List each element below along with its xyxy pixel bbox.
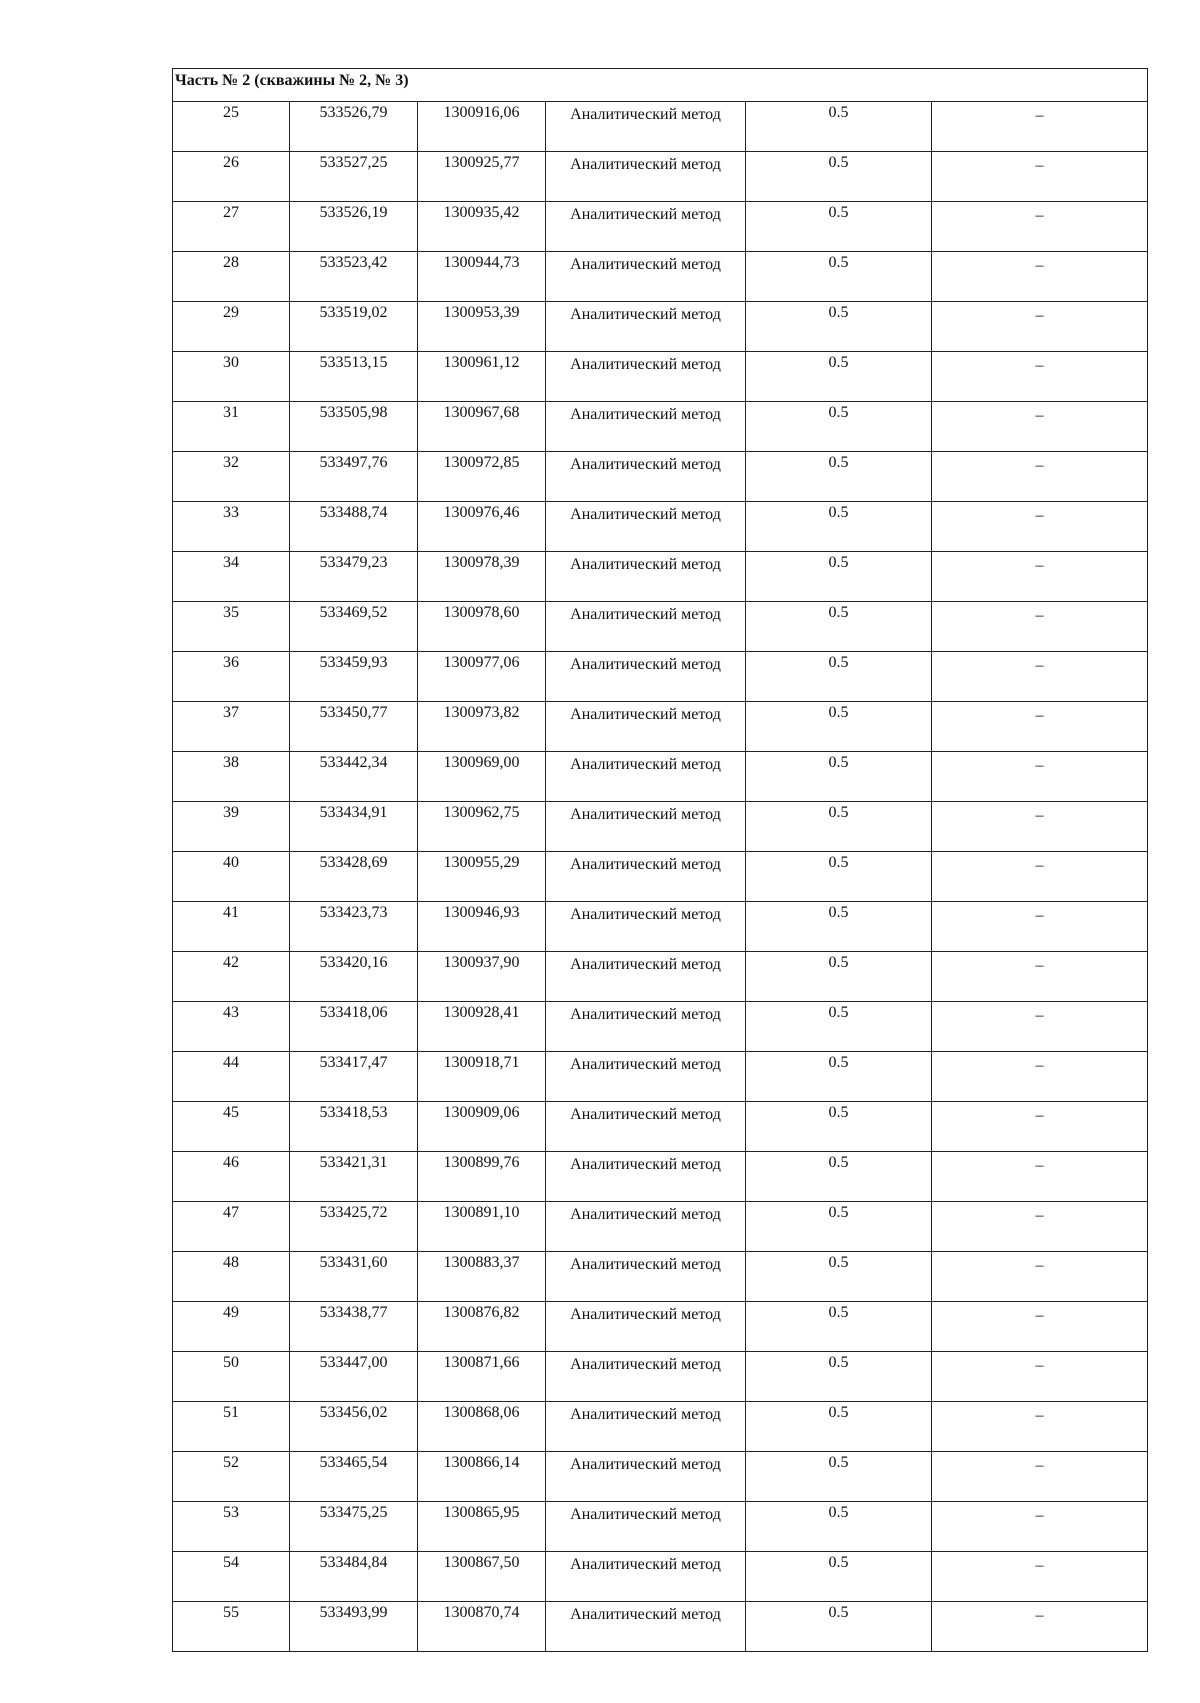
section-header-row — [173, 69, 1148, 102]
method-cell: Аналитический метод — [546, 1252, 746, 1302]
point-number-cell: 38 — [173, 752, 290, 802]
accuracy-cell: 0.5 — [746, 302, 932, 352]
point-number-cell: 40 — [173, 852, 290, 902]
table-row — [173, 1052, 1148, 1102]
point-number-cell: 30 — [173, 352, 290, 402]
coordinates-table-wrap — [172, 68, 1147, 1652]
note-cell: – — [932, 1052, 1148, 1102]
method-cell: Аналитический метод — [546, 652, 746, 702]
y-coordinate-cell: 1300937,90 — [418, 952, 546, 1002]
accuracy-cell: 0.5 — [746, 852, 932, 902]
y-coordinate-cell: 1300925,77 — [418, 152, 546, 202]
x-coordinate-cell: 533497,76 — [290, 452, 418, 502]
x-coordinate-cell: 533493,99 — [290, 1602, 418, 1652]
note-cell: – — [932, 802, 1148, 852]
x-coordinate-cell: 533519,02 — [290, 302, 418, 352]
y-coordinate-cell: 1300876,82 — [418, 1302, 546, 1352]
accuracy-cell: 0.5 — [746, 1302, 932, 1352]
table-row — [173, 752, 1148, 802]
accuracy-cell: 0.5 — [746, 1602, 932, 1652]
note-cell: – — [932, 552, 1148, 602]
point-number-cell: 42 — [173, 952, 290, 1002]
note-cell: – — [932, 902, 1148, 952]
y-coordinate-cell: 1300866,14 — [418, 1452, 546, 1502]
note-cell: – — [932, 952, 1148, 1002]
accuracy-cell: 0.5 — [746, 152, 932, 202]
accuracy-cell: 0.5 — [746, 702, 932, 752]
point-number-cell: 51 — [173, 1402, 290, 1452]
accuracy-cell: 0.5 — [746, 752, 932, 802]
accuracy-cell: 0.5 — [746, 902, 932, 952]
y-coordinate-cell: 1300978,60 — [418, 602, 546, 652]
x-coordinate-cell: 533523,42 — [290, 252, 418, 302]
note-cell: – — [932, 752, 1148, 802]
method-cell: Аналитический метод — [546, 1452, 746, 1502]
x-coordinate-cell: 533450,77 — [290, 702, 418, 752]
accuracy-cell: 0.5 — [746, 1102, 932, 1152]
y-coordinate-cell: 1300962,75 — [418, 802, 546, 852]
accuracy-cell: 0.5 — [746, 602, 932, 652]
point-number-cell: 41 — [173, 902, 290, 952]
accuracy-cell: 0.5 — [746, 202, 932, 252]
y-coordinate-cell: 1300972,85 — [418, 452, 546, 502]
table-row — [173, 352, 1148, 402]
x-coordinate-cell: 533447,00 — [290, 1352, 418, 1402]
accuracy-cell: 0.5 — [746, 1502, 932, 1552]
point-number-cell: 26 — [173, 152, 290, 202]
point-number-cell: 36 — [173, 652, 290, 702]
accuracy-cell: 0.5 — [746, 1152, 932, 1202]
table-row — [173, 852, 1148, 902]
y-coordinate-cell: 1300976,46 — [418, 502, 546, 552]
table-row — [173, 302, 1148, 352]
note-cell: – — [932, 402, 1148, 452]
method-cell: Аналитический метод — [546, 152, 746, 202]
table-row — [173, 1502, 1148, 1552]
method-cell: Аналитический метод — [546, 1002, 746, 1052]
y-coordinate-cell: 1300977,06 — [418, 652, 546, 702]
method-cell: Аналитический метод — [546, 1202, 746, 1252]
x-coordinate-cell: 533434,91 — [290, 802, 418, 852]
table-row — [173, 552, 1148, 602]
x-coordinate-cell: 533438,77 — [290, 1302, 418, 1352]
note-cell: – — [932, 1102, 1148, 1152]
x-coordinate-cell: 533425,72 — [290, 1202, 418, 1252]
point-number-cell: 54 — [173, 1552, 290, 1602]
y-coordinate-cell: 1300918,71 — [418, 1052, 546, 1102]
note-cell: – — [932, 1602, 1148, 1652]
accuracy-cell: 0.5 — [746, 1552, 932, 1602]
point-number-cell: 49 — [173, 1302, 290, 1352]
table-row — [173, 1152, 1148, 1202]
x-coordinate-cell: 533484,84 — [290, 1552, 418, 1602]
y-coordinate-cell: 1300865,95 — [418, 1502, 546, 1552]
table-row — [173, 1602, 1148, 1652]
point-number-cell: 45 — [173, 1102, 290, 1152]
y-coordinate-cell: 1300969,00 — [418, 752, 546, 802]
x-coordinate-cell: 533527,25 — [290, 152, 418, 202]
note-cell: – — [932, 1302, 1148, 1352]
accuracy-cell: 0.5 — [746, 802, 932, 852]
accuracy-cell: 0.5 — [746, 952, 932, 1002]
y-coordinate-cell: 1300944,73 — [418, 252, 546, 302]
method-cell: Аналитический метод — [546, 852, 746, 902]
table-row — [173, 652, 1148, 702]
table-row — [173, 452, 1148, 502]
note-cell: – — [932, 502, 1148, 552]
method-cell: Аналитический метод — [546, 102, 746, 152]
note-cell: – — [932, 652, 1148, 702]
point-number-cell: 48 — [173, 1252, 290, 1302]
table-row — [173, 1302, 1148, 1352]
x-coordinate-cell: 533417,47 — [290, 1052, 418, 1102]
accuracy-cell: 0.5 — [746, 1002, 932, 1052]
method-cell: Аналитический метод — [546, 1302, 746, 1352]
x-coordinate-cell: 533420,16 — [290, 952, 418, 1002]
method-cell: Аналитический метод — [546, 252, 746, 302]
method-cell: Аналитический метод — [546, 1352, 746, 1402]
accuracy-cell: 0.5 — [746, 402, 932, 452]
point-number-cell: 43 — [173, 1002, 290, 1052]
x-coordinate-cell: 533418,06 — [290, 1002, 418, 1052]
method-cell: Аналитический метод — [546, 602, 746, 652]
method-cell: Аналитический метод — [546, 952, 746, 1002]
accuracy-cell: 0.5 — [746, 1052, 932, 1102]
point-number-cell: 55 — [173, 1602, 290, 1652]
note-cell: – — [932, 1552, 1148, 1602]
note-cell: – — [932, 102, 1148, 152]
note-cell: – — [932, 1402, 1148, 1452]
note-cell: – — [932, 1352, 1148, 1402]
coordinates-table — [172, 68, 1148, 1652]
accuracy-cell: 0.5 — [746, 452, 932, 502]
accuracy-cell: 0.5 — [746, 1402, 932, 1452]
note-cell: – — [932, 252, 1148, 302]
note-cell: – — [932, 302, 1148, 352]
point-number-cell: 39 — [173, 802, 290, 852]
accuracy-cell: 0.5 — [746, 252, 932, 302]
accuracy-cell: 0.5 — [746, 1202, 932, 1252]
y-coordinate-cell: 1300973,82 — [418, 702, 546, 752]
y-coordinate-cell: 1300870,74 — [418, 1602, 546, 1652]
y-coordinate-cell: 1300899,76 — [418, 1152, 546, 1202]
note-cell: – — [932, 452, 1148, 502]
point-number-cell: 37 — [173, 702, 290, 752]
y-coordinate-cell: 1300928,41 — [418, 1002, 546, 1052]
table-row — [173, 402, 1148, 452]
accuracy-cell: 0.5 — [746, 352, 932, 402]
x-coordinate-cell: 533418,53 — [290, 1102, 418, 1152]
point-number-cell: 32 — [173, 452, 290, 502]
y-coordinate-cell: 1300883,37 — [418, 1252, 546, 1302]
method-cell: Аналитический метод — [546, 1102, 746, 1152]
method-cell: Аналитический метод — [546, 802, 746, 852]
accuracy-cell: 0.5 — [746, 652, 932, 702]
x-coordinate-cell: 533456,02 — [290, 1402, 418, 1452]
y-coordinate-cell: 1300978,39 — [418, 552, 546, 602]
table-row — [173, 602, 1148, 652]
method-cell: Аналитический метод — [546, 1402, 746, 1452]
x-coordinate-cell: 533513,15 — [290, 352, 418, 402]
point-number-cell: 44 — [173, 1052, 290, 1102]
y-coordinate-cell: 1300909,06 — [418, 1102, 546, 1152]
table-row — [173, 102, 1148, 152]
point-number-cell: 31 — [173, 402, 290, 452]
note-cell: – — [932, 1202, 1148, 1252]
note-cell: – — [932, 352, 1148, 402]
note-cell: – — [932, 202, 1148, 252]
point-number-cell: 28 — [173, 252, 290, 302]
table-row — [173, 902, 1148, 952]
point-number-cell: 47 — [173, 1202, 290, 1252]
method-cell: Аналитический метод — [546, 502, 746, 552]
table-row — [173, 952, 1148, 1002]
table-row — [173, 1102, 1148, 1152]
note-cell: – — [932, 702, 1148, 752]
table-row — [173, 252, 1148, 302]
method-cell: Аналитический метод — [546, 1552, 746, 1602]
x-coordinate-cell: 533475,25 — [290, 1502, 418, 1552]
note-cell: – — [932, 602, 1148, 652]
x-coordinate-cell: 533442,34 — [290, 752, 418, 802]
point-number-cell: 29 — [173, 302, 290, 352]
method-cell: Аналитический метод — [546, 1602, 746, 1652]
method-cell: Аналитический метод — [546, 1502, 746, 1552]
x-coordinate-cell: 533479,23 — [290, 552, 418, 602]
note-cell: – — [932, 1152, 1148, 1202]
accuracy-cell: 0.5 — [746, 552, 932, 602]
y-coordinate-cell: 1300871,66 — [418, 1352, 546, 1402]
table-row — [173, 1352, 1148, 1402]
y-coordinate-cell: 1300953,39 — [418, 302, 546, 352]
table-row — [173, 152, 1148, 202]
y-coordinate-cell: 1300967,68 — [418, 402, 546, 452]
method-cell: Аналитический метод — [546, 902, 746, 952]
x-coordinate-cell: 533428,69 — [290, 852, 418, 902]
point-number-cell: 25 — [173, 102, 290, 152]
section-title: Часть № 2 (скважины № 2, № 3) — [173, 69, 1148, 102]
method-cell: Аналитический метод — [546, 352, 746, 402]
table-row — [173, 502, 1148, 552]
x-coordinate-cell: 533488,74 — [290, 502, 418, 552]
table-row — [173, 1002, 1148, 1052]
table-row — [173, 1452, 1148, 1502]
table-row — [173, 202, 1148, 252]
note-cell: – — [932, 1502, 1148, 1552]
x-coordinate-cell: 533431,60 — [290, 1252, 418, 1302]
table-row — [173, 702, 1148, 752]
method-cell: Аналитический метод — [546, 402, 746, 452]
method-cell: Аналитический метод — [546, 1152, 746, 1202]
point-number-cell: 33 — [173, 502, 290, 552]
point-number-cell: 53 — [173, 1502, 290, 1552]
note-cell: – — [932, 1002, 1148, 1052]
point-number-cell: 52 — [173, 1452, 290, 1502]
x-coordinate-cell: 533469,52 — [290, 602, 418, 652]
method-cell: Аналитический метод — [546, 1052, 746, 1102]
x-coordinate-cell: 533526,79 — [290, 102, 418, 152]
table-row — [173, 1202, 1148, 1252]
method-cell: Аналитический метод — [546, 702, 746, 752]
method-cell: Аналитический метод — [546, 552, 746, 602]
y-coordinate-cell: 1300868,06 — [418, 1402, 546, 1452]
x-coordinate-cell: 533526,19 — [290, 202, 418, 252]
point-number-cell: 27 — [173, 202, 290, 252]
x-coordinate-cell: 533465,54 — [290, 1452, 418, 1502]
note-cell: – — [932, 1452, 1148, 1502]
note-cell: – — [932, 1252, 1148, 1302]
x-coordinate-cell: 533423,73 — [290, 902, 418, 952]
x-coordinate-cell: 533505,98 — [290, 402, 418, 452]
point-number-cell: 35 — [173, 602, 290, 652]
y-coordinate-cell: 1300891,10 — [418, 1202, 546, 1252]
method-cell: Аналитический метод — [546, 302, 746, 352]
table-row — [173, 1402, 1148, 1452]
table-row — [173, 1552, 1148, 1602]
accuracy-cell: 0.5 — [746, 502, 932, 552]
method-cell: Аналитический метод — [546, 752, 746, 802]
accuracy-cell: 0.5 — [746, 1252, 932, 1302]
y-coordinate-cell: 1300916,06 — [418, 102, 546, 152]
y-coordinate-cell: 1300935,42 — [418, 202, 546, 252]
note-cell: – — [932, 152, 1148, 202]
method-cell: Аналитический метод — [546, 452, 746, 502]
y-coordinate-cell: 1300946,93 — [418, 902, 546, 952]
y-coordinate-cell: 1300867,50 — [418, 1552, 546, 1602]
accuracy-cell: 0.5 — [746, 1452, 932, 1502]
accuracy-cell: 0.5 — [746, 102, 932, 152]
table-row — [173, 1252, 1148, 1302]
table-row — [173, 802, 1148, 852]
point-number-cell: 46 — [173, 1152, 290, 1202]
x-coordinate-cell: 533421,31 — [290, 1152, 418, 1202]
method-cell: Аналитический метод — [546, 202, 746, 252]
point-number-cell: 50 — [173, 1352, 290, 1402]
accuracy-cell: 0.5 — [746, 1352, 932, 1402]
y-coordinate-cell: 1300955,29 — [418, 852, 546, 902]
x-coordinate-cell: 533459,93 — [290, 652, 418, 702]
y-coordinate-cell: 1300961,12 — [418, 352, 546, 402]
note-cell: – — [932, 852, 1148, 902]
point-number-cell: 34 — [173, 552, 290, 602]
